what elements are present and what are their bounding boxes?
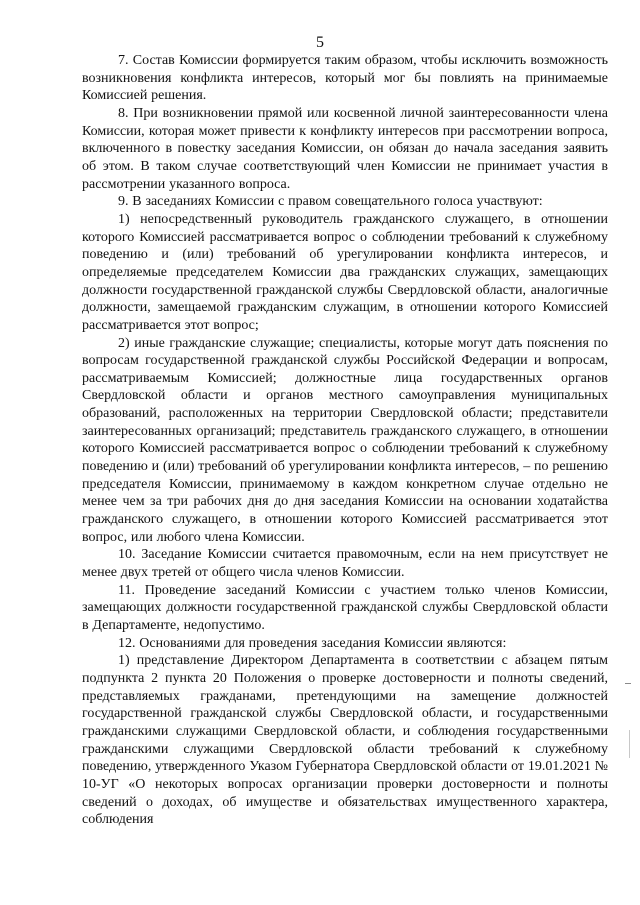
page-number: 5 xyxy=(316,34,324,51)
paragraph-7: 7. Состав Комиссии формируется таким образом, чтобы исключить возможность возникновения конфликта интересов, который мог бы повлиять на принимаемые Комиссией решения. xyxy=(82,53,608,104)
paragraph-11: 11. Проведение заседаний Комиссии с участием только членов Комиссии, замещающих должности государственной гражданской службы Свердловской области в Департаменте, недопустимо. xyxy=(82,582,608,633)
paragraph-9-item-2: 2) иные гражданские служащие; специалисты, которые могут дать пояснения по вопросам государственной гражданской службы Российской Федерации и вопросам, рассматриваемым Комиссией; должностные лица государственных органов Свердловской области и органов местного самоуправления муниципальных образований, расположенных на территории Свердловской области; представители заинтересованных организаций; представитель гражданского служащего, в отношении которого Комиссией рассматривается вопрос о соблюдении требований к служебному поведению и (или) требований об урегулировании конфликта интересов, – по решению председателя Комиссии, принимаемому в каждом конкретном случае отдельно не менее чем за три рабочих дня до дня заседания Комиссии на основании ходатайства гражданского служащего, в отношении которого Комиссией рассматривается этот вопрос, или любого члена Комиссии. xyxy=(82,335,608,545)
paragraph-8: 8. При возникновении прямой или косвенной личной заинтересованности члена Комиссии, которая может привести к конфликту интересов при рассмотрении вопроса, включенного в повестку заседания Комиссии, он обязан до начала заседания заявить об этом. В таком случае соответствующий член Комиссии не принимает участия в рассмотрении указанного вопроса. xyxy=(82,105,608,192)
paragraph-9: 9. В заседаниях Комиссии с правом совещательного голоса участвуют: xyxy=(118,194,543,210)
paragraph-10: 10. Заседание Комиссии считается правомочным, если на нем присутствует не менее двух третей от общего числа членов Комиссии. xyxy=(82,547,608,581)
scan-edge-line xyxy=(629,730,630,758)
scan-edge-mark xyxy=(625,683,631,684)
paragraph-12-item-1: 1) представление Директором Департамента в соответствии с абзацем пятым подпункта 2 пункта 20 Положения о проверке достоверности и полноты сведений, представляемых гражданами, претендующими на замещение должностей государственной гражданской службы Свердловской области, и государственными гражданскими служащими Свердловской области, и соблюдения государственными гражданскими служащими Свердловской области требований к служебному поведению, утвержденного Указом Губернатора Свердловской области от 19.01.2021 № 10-УГ «О некоторых вопросах организации проверки достоверности и полноты сведений о доходах, об имуществе и обязательствах имущественного характера, соблюдения xyxy=(82,653,608,828)
paragraph-12: 12. Основаниями для проведения заседания Комиссии являются: xyxy=(118,635,507,651)
document-body xyxy=(82,52,608,829)
paragraph-9-item-1: 1) непосредственный руководитель гражданского служащего, в отношении которого Комиссией рассматривается вопрос о соблюдении требований к служебному поведению и (или) требований об урегулировании конфликта интересов, и определяемые председателем Комиссии два гражданских служащих, замещающих должности государственной гражданской службы Свердловской области, аналогичные должности, замещаемой гражданским служащим, в отношении которого Комиссией рассматривается этот вопрос; xyxy=(82,211,608,333)
